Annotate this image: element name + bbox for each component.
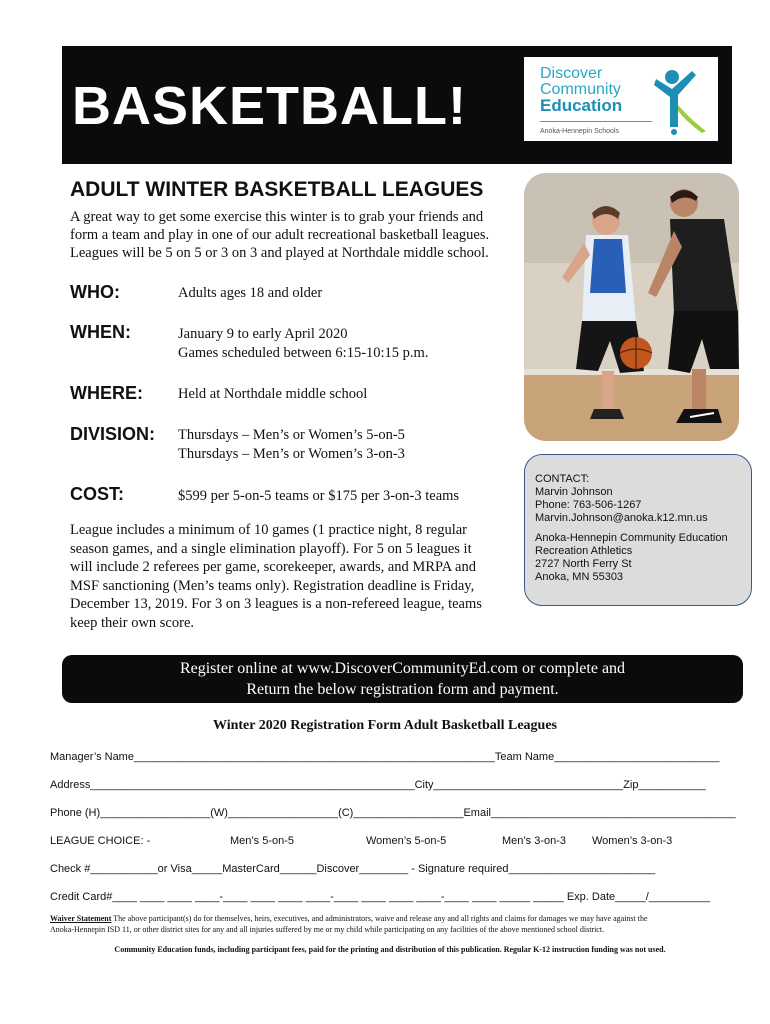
waiver-text-line1: The above participant(s) do for themselves, heirs, executives, and administrators, waive and release any and all rights and claims for damages we may have against the [111,914,648,923]
contact-box [524,454,752,606]
paragraph-line: December 13, 2019. For 3 on 3 leagues is a non-refereed league, teams [70,596,482,612]
where-value: Held at Northdale middle school [178,386,368,402]
division-value [178,426,405,464]
league-details-paragraph [70,521,510,632]
when-times: Games scheduled between 6:15-10:15 p.m. [178,345,429,361]
paragraph-line: League includes a minimum of 10 games (1 practice night, 8 regular [70,522,468,538]
who-label: WHO: [70,282,120,302]
section-title: ADULT WINTER BASKETBALL LEAGUES [70,178,484,201]
league-option-mens-3on3[interactable]: Men’s 3-on-3 [502,835,566,847]
logo-divider [540,121,652,122]
payment-row[interactable]: Check #___________or Visa_____MasterCard______Discover________ - Signature required________________________ [50,863,656,875]
contact-name: Marvin Johnson [535,486,613,498]
logo-line1: Discover [540,65,603,82]
intro-line: A great way to get some exercise this winter is to grab your friends and [70,209,484,225]
waiver-text-line2: Anoka-Hennepin ISD 11, or other district sites for any and all injuries suffered by me or my child while participating on any facilities of the above mentioned school district. [50,925,605,934]
contact-heading: CONTACT: [535,473,590,485]
logo-line2: Community [540,81,621,98]
credit-card-row[interactable]: Credit Card#____ ____ ____ ____-____ ____ ____ ____-____ ____ ____ ____-____ ____ _____ _____ Exp. Date_____/__________ [50,891,710,903]
cost-value: $599 per 5-on-5 teams or $175 per 3-on-3 teams [178,488,460,504]
person-figure-icon [648,65,708,137]
intro-line: Leagues will be 5 on 5 or 3 on 3 and played at Northdale middle school. [70,245,489,261]
contact-city: Anoka, MN 55303 [535,571,624,583]
basketball-players-photo [524,173,739,441]
page-title: BASKETBALL! [72,76,467,136]
intro-line: form a team and play in one of our adult recreational basketball leagues. [70,227,490,243]
logo-district: Anoka-Hennepin Schools [540,128,619,135]
register-line1[interactable]: Register online at www.DiscoverCommunityEd.com or complete and [179,660,626,677]
paragraph-line: season games, and a single elimination playoff). For 5 on 5 leagues it [70,540,472,557]
manager-team-row[interactable]: Manager’s Name___________________________________________________________Team Name___________________________ [50,751,720,763]
paragraph-line: keep their own score. [70,614,195,631]
where-label: WHERE: [70,383,143,403]
contact-department: Recreation Athletics [535,545,633,557]
division-5on5: Thursdays – Men’s or Women’s 5-on-5 [178,427,405,443]
who-value: Adults ages 18 and older [178,285,323,301]
division-3on3: Thursdays – Men’s or Women’s 3-on-3 [178,446,405,462]
funding-note: Community Education funds, including participant fees, paid for the printing and distribution of this publication. Regular K-12 instruction funding was not used. [114,945,666,954]
division-label: DIVISION: [70,424,156,444]
waiver-label: Waiver Statement [50,914,112,923]
discover-community-education-logo [524,57,718,141]
league-choice-label: LEAGUE CHOICE: - [50,835,151,847]
intro-text [70,208,510,262]
phone-email-row[interactable]: Phone (H)__________________(W)__________________(C)__________________Email________________________________________ [50,807,736,819]
league-option-womens-3on3[interactable]: Women’s 3-on-3 [592,835,673,847]
when-dates: January 9 to early April 2020 [178,326,348,342]
form-title: Winter 2020 Registration Form Adult Basketball Leagues [212,718,558,733]
when-label: WHEN: [70,322,131,342]
paragraph-line: will include 2 referees per game, scorekeeper, awards, and MRPA and [70,559,476,575]
register-banner [62,655,743,703]
contact-email[interactable]: Marvin.Johnson@anoka.k12.mn.us [535,512,708,524]
waiver-statement [50,913,730,935]
league-option-womens-5on5[interactable]: Women’s 5-on-5 [366,835,447,847]
when-value [178,325,428,363]
paragraph-line: MSF sanctioning (Men’s teams only). Registration deadline is Friday, [70,577,475,594]
register-line2: Return the below registration form and payment. [246,681,559,698]
address-row[interactable]: Address_____________________________________________________City_______________________________Zip___________ [50,779,706,791]
cost-label: COST: [70,484,124,504]
contact-street: 2727 North Ferry St [535,558,632,570]
contact-phone: Phone: 763-506-1267 [535,499,642,511]
league-option-mens-5on5[interactable]: Men’s 5-on-5 [230,835,294,847]
logo-line3: Education [540,96,623,115]
contact-org: Anoka-Hennepin Community Education [535,532,728,544]
